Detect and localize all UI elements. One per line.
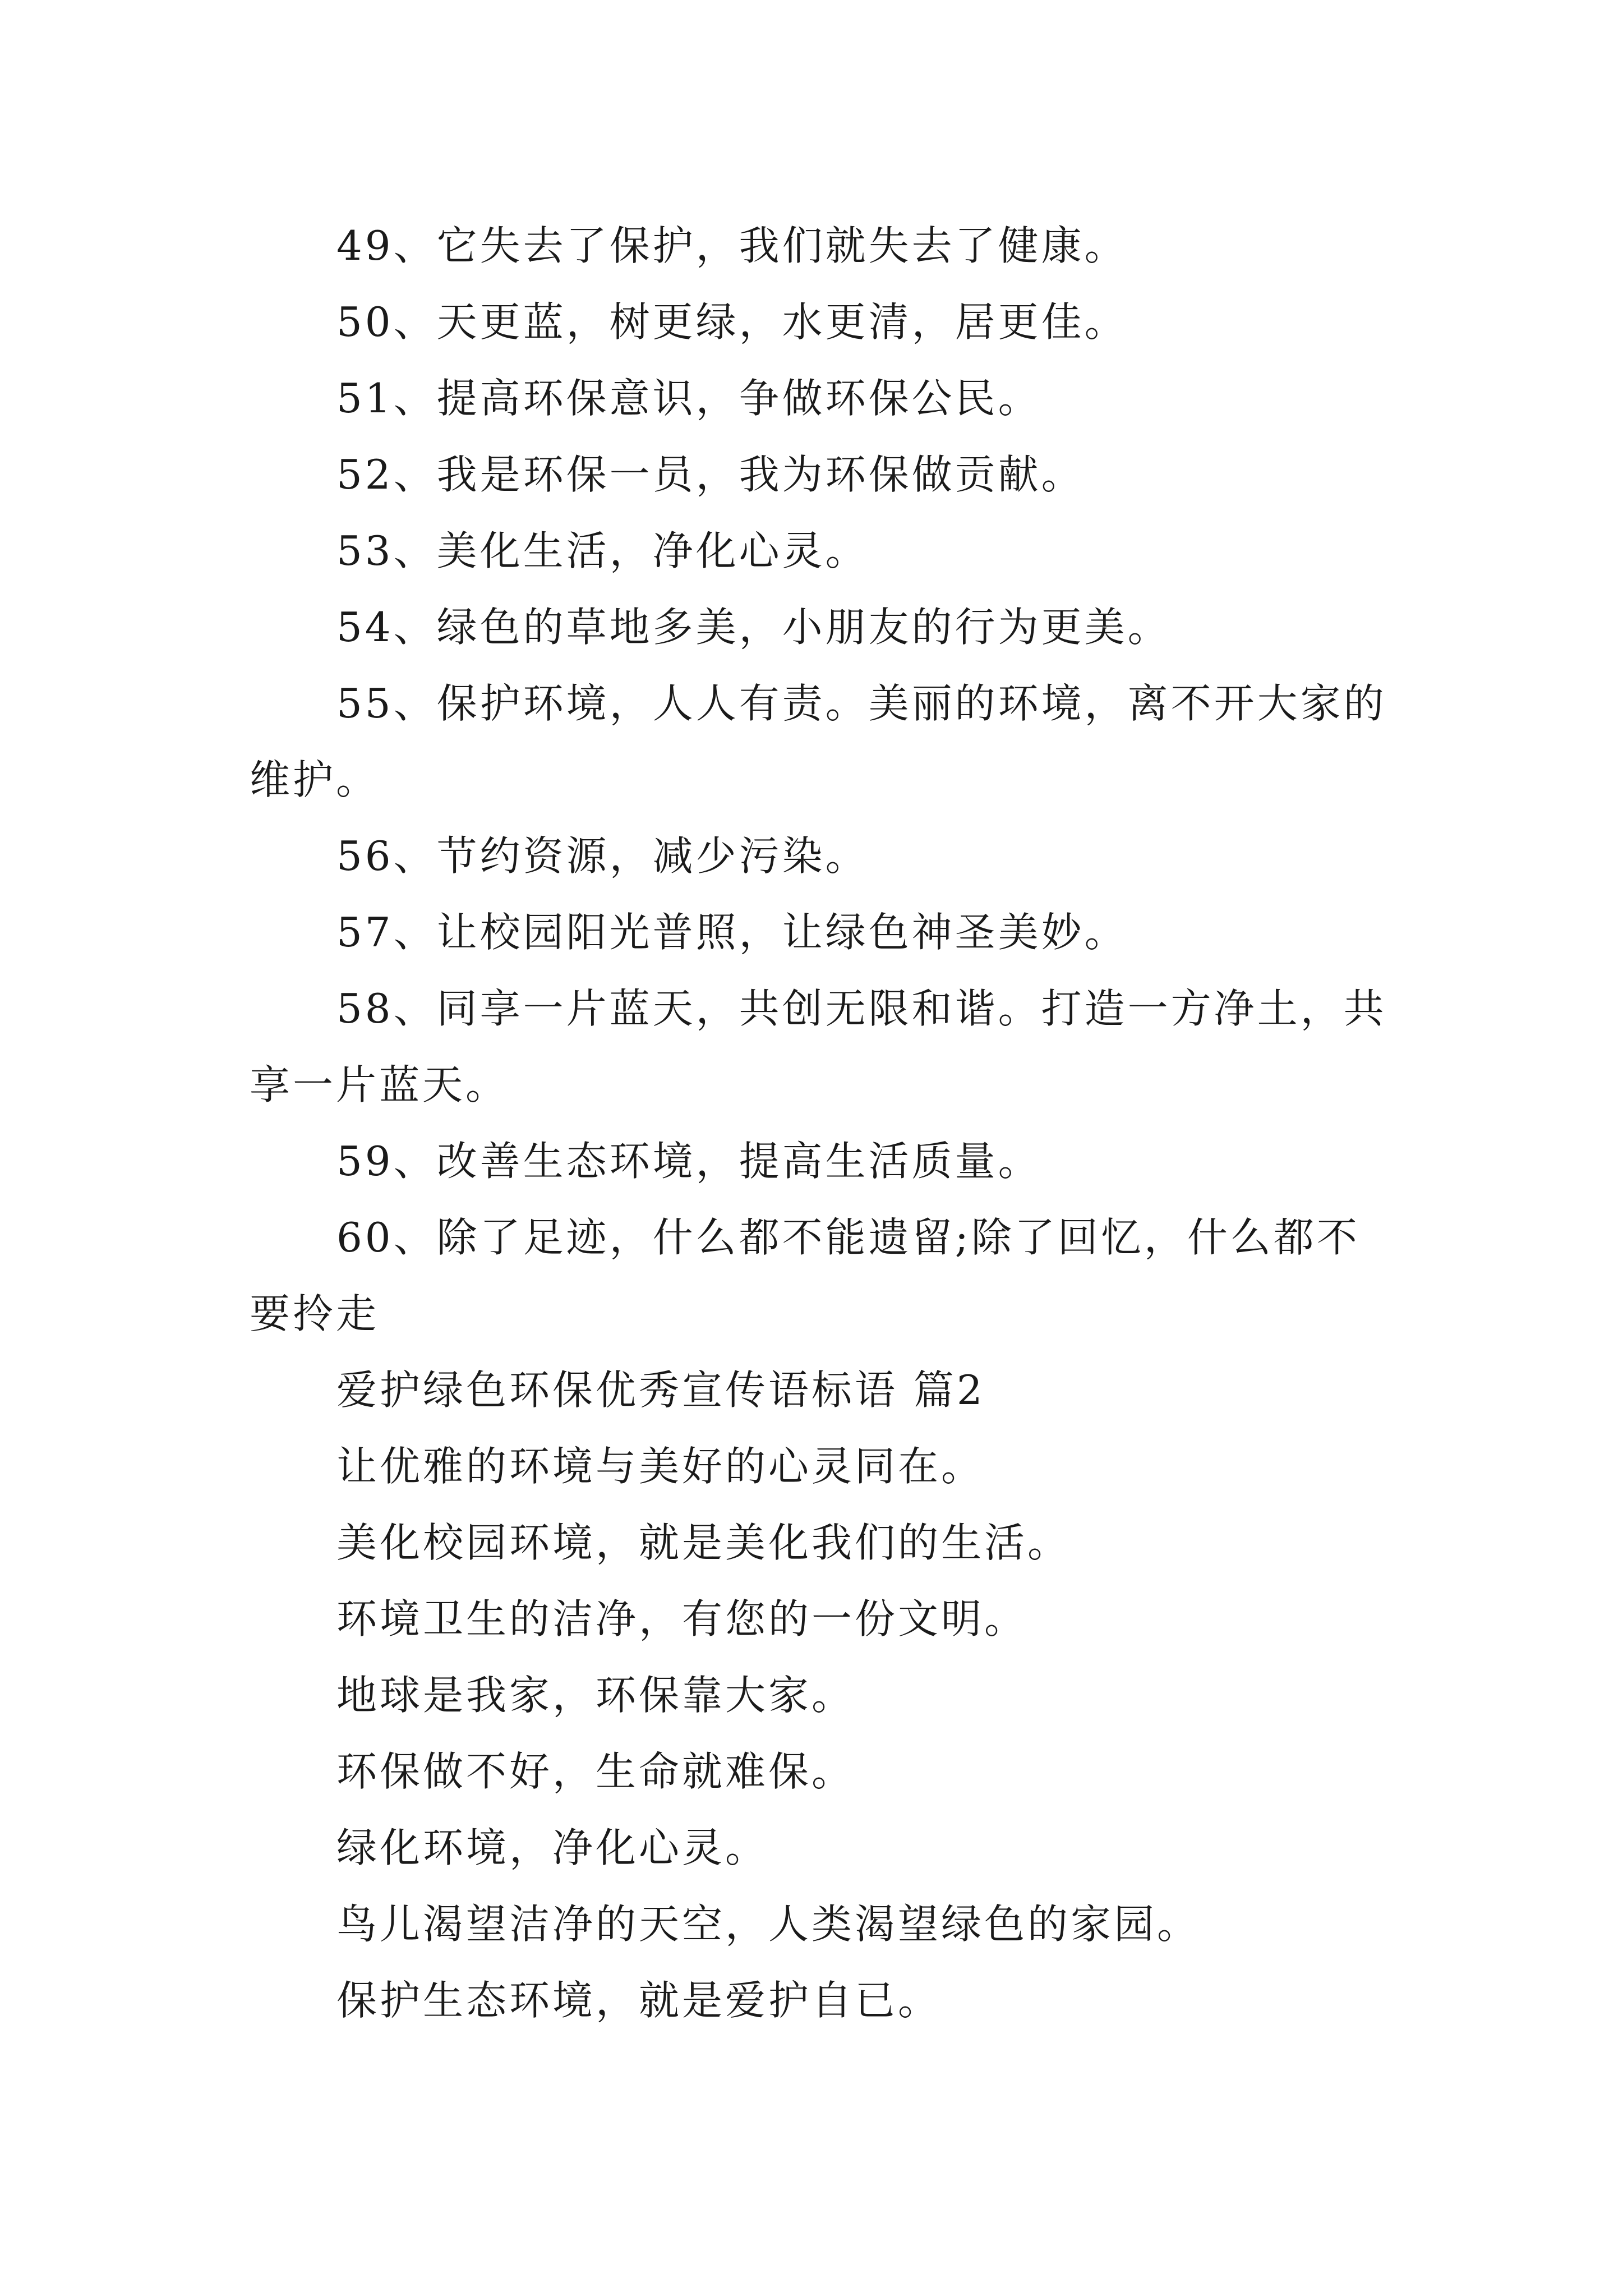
list-item: 56、节约资源，减少污染。 [336, 832, 869, 880]
list-item: 58、同享一片蓝天，共创无限和谐。打造一方净土，共享一片蓝天。 [250, 985, 1387, 1108]
slogan-item: 鸟儿渴望洁净的天空，人类渴望绿色的家园。 [336, 1901, 1201, 1948]
slogan-item: 地球是我家，环保靠大家。 [336, 1672, 855, 1719]
slogan-item: 美化校园环境，就是美化我们的生活。 [336, 1519, 1071, 1566]
slogan-item: 环境卫生的洁净，有您的一份文明。 [336, 1595, 1028, 1642]
list-item: 51、提高环保意识，争做环保公民。 [336, 375, 1041, 422]
list-item: 57、让校园阳光普照，让绿色神圣美妙。 [336, 909, 1128, 956]
slogan-item: 绿化环境，净化心灵。 [336, 1824, 769, 1871]
list-item: 52、我是环保一员，我为环保做贡献。 [336, 451, 1085, 498]
list-item: 55、保护环境，人人有责。美丽的环境，离不开大家的维护。 [250, 680, 1387, 803]
list-item: 50、天更蓝，树更绿，水更清，居更佳。 [336, 298, 1128, 346]
slogan-item: 环保做不好，生命就难保。 [336, 1748, 855, 1795]
slogan-item: 保护生态环境，就是爱护自已。 [336, 1977, 942, 2024]
slogan-item: 让优雅的环境与美好的心灵同在。 [336, 1443, 985, 1490]
list-item: 53、美化生活，净化心灵。 [336, 527, 869, 574]
list-item: 49、它失去了保护，我们就失去了健康。 [336, 222, 1128, 269]
list-item: 59、改善生态环境，提高生活质量。 [336, 1138, 1041, 1185]
list-item: 54、绿色的草地多美，小朋友的行为更美。 [336, 604, 1171, 651]
document-body [250, 208, 1394, 2039]
section-heading: 爱护绿色环保优秀宣传语标语 篇2 [336, 1366, 985, 1414]
list-item: 60、除了足迹，什么都不能遗留;除了回忆，什么都不要拎走 [250, 1214, 1360, 1337]
